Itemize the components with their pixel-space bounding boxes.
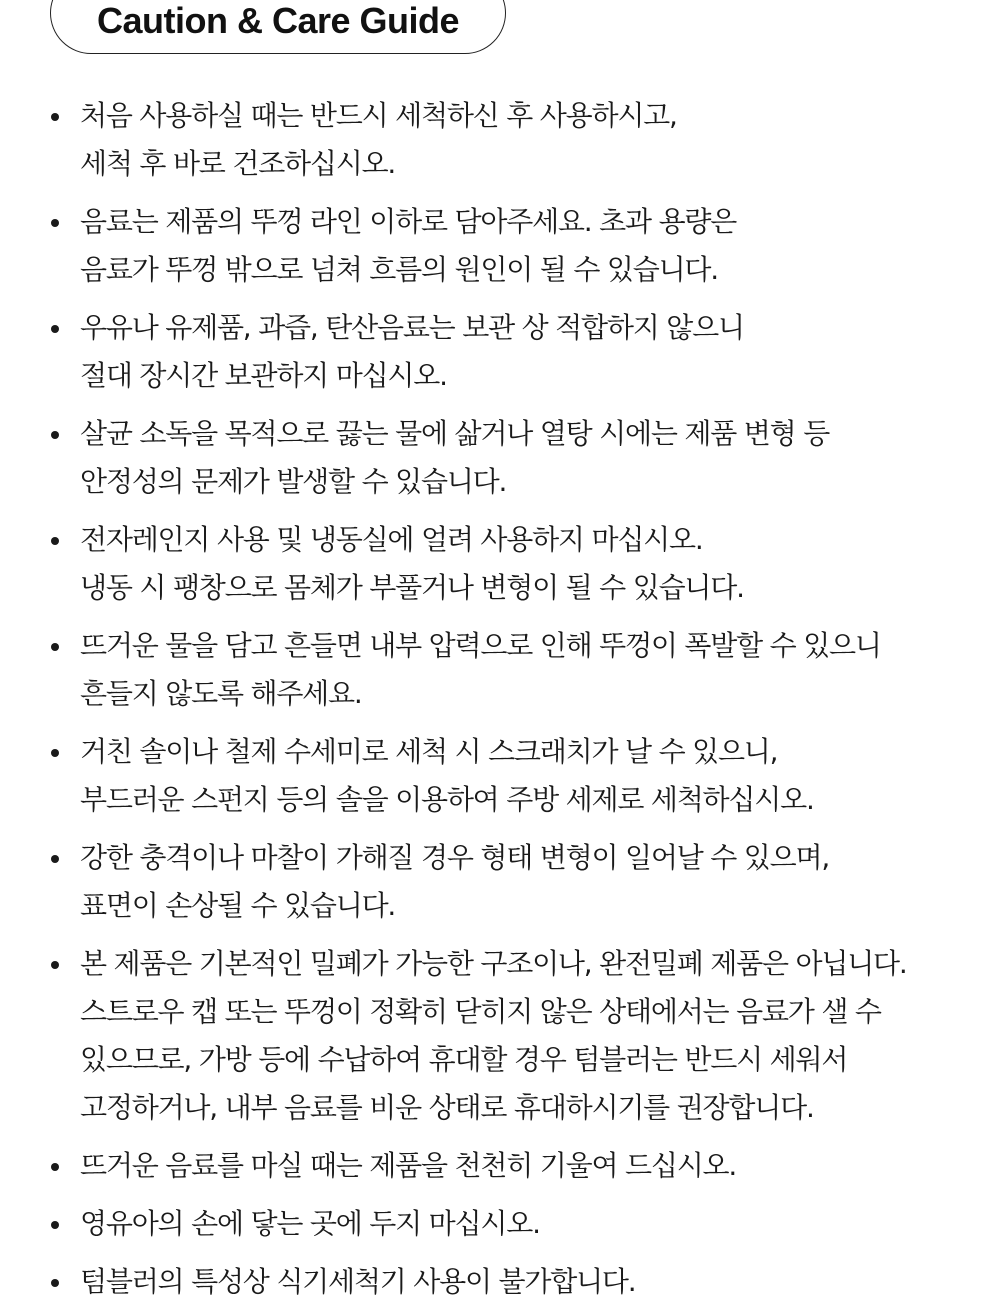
caution-text-line: 스트로우 캡 또는 뚜껑이 정확히 닫히지 않은 상태에서는 음료가 샐 수 <box>80 995 881 1028</box>
caution-text-line: 텀블러의 특성상 식기세척기 사용이 불가합니다. <box>80 1265 636 1298</box>
caution-text-line: 처음 사용하실 때는 반드시 세척하신 후 사용하시고, <box>80 99 677 132</box>
caution-text-line: 냉동 시 팽창으로 몸체가 부풀거나 변형이 될 수 있습니다. <box>80 571 744 604</box>
bullet-icon <box>51 643 59 651</box>
bullet-icon <box>51 219 59 227</box>
caution-text-line: 본 제품은 기본적인 밀폐가 가능한 구조이나, 완전밀폐 제품은 아닙니다. <box>80 947 907 980</box>
caution-text-line: 강한 충격이나 마찰이 가해질 경우 형태 변형이 일어날 수 있으며, <box>80 841 830 874</box>
caution-text-line: 흔들지 않도록 해주세요. <box>80 677 362 710</box>
guide-title-badge <box>50 0 506 54</box>
page-title: Caution & Care Guide <box>96 0 460 41</box>
caution-text-line: 안정성의 문제가 발생할 수 있습니다. <box>80 465 507 498</box>
caution-text-line: 뜨거운 음료를 마실 때는 제품을 천천히 기울여 드십시오. <box>80 1149 737 1182</box>
caution-text-line: 음료가 뚜껑 밖으로 넘쳐 흐름의 원인이 될 수 있습니다. <box>80 253 718 286</box>
caution-text-line: 전자레인지 사용 및 냉동실에 얼려 사용하지 마십시오. <box>80 523 703 556</box>
caution-item-5 <box>0 516 1000 612</box>
caution-text-line: 뜨거운 물을 담고 흔들면 내부 압력으로 인해 뚜껑이 폭발할 수 있으니 <box>80 629 881 662</box>
caution-text-line: 거친 솔이나 철제 수세미로 세척 시 스크래치가 날 수 있으니, <box>80 735 778 768</box>
caution-item-9 <box>0 940 1000 1132</box>
caution-item-7 <box>0 728 1000 824</box>
caution-text-line: 고정하거나, 내부 음료를 비운 상태로 휴대하시기를 권장합니다. <box>80 1091 814 1124</box>
caution-item-4 <box>0 410 1000 506</box>
bullet-icon <box>51 855 59 863</box>
caution-text-line: 음료는 제품의 뚜껑 라인 이하로 담아주세요. 초과 용량은 <box>80 205 737 238</box>
bullet-icon <box>51 537 59 545</box>
bullet-icon <box>51 1221 59 1229</box>
bullet-icon <box>51 749 59 757</box>
caution-text-line: 영유아의 손에 닿는 곳에 두지 마십시오. <box>80 1207 540 1240</box>
caution-item-3 <box>0 304 1000 400</box>
bullet-icon <box>51 431 59 439</box>
bullet-icon <box>51 325 59 333</box>
bullet-icon <box>51 1163 59 1171</box>
caution-list <box>0 92 1000 1316</box>
caution-item-6 <box>0 622 1000 718</box>
bullet-icon <box>51 113 59 121</box>
caution-item-1 <box>0 92 1000 188</box>
caution-item-10 <box>0 1142 1000 1190</box>
caution-text-line: 살균 소독을 목적으로 끓는 물에 삶거나 열탕 시에는 제품 변형 등 <box>80 417 830 450</box>
caution-item-2 <box>0 198 1000 294</box>
caution-text-line: 우유나 유제품, 과즙, 탄산음료는 보관 상 적합하지 않으니 <box>80 311 744 344</box>
caution-item-12 <box>0 1258 1000 1306</box>
caution-text-line: 표면이 손상될 수 있습니다. <box>80 889 396 922</box>
bullet-icon <box>51 961 59 969</box>
bullet-icon <box>51 1279 59 1287</box>
caution-text-line: 세척 후 바로 건조하십시오. <box>80 147 396 180</box>
caution-text-line: 절대 장시간 보관하지 마십시오. <box>80 359 447 392</box>
caution-text-line: 부드러운 스펀지 등의 솔을 이용하여 주방 세제로 세척하십시오. <box>80 783 814 816</box>
caution-item-8 <box>0 834 1000 930</box>
caution-text-line: 있으므로, 가방 등에 수납하여 휴대할 경우 텀블러는 반드시 세워서 <box>80 1043 848 1076</box>
caution-item-11 <box>0 1200 1000 1248</box>
